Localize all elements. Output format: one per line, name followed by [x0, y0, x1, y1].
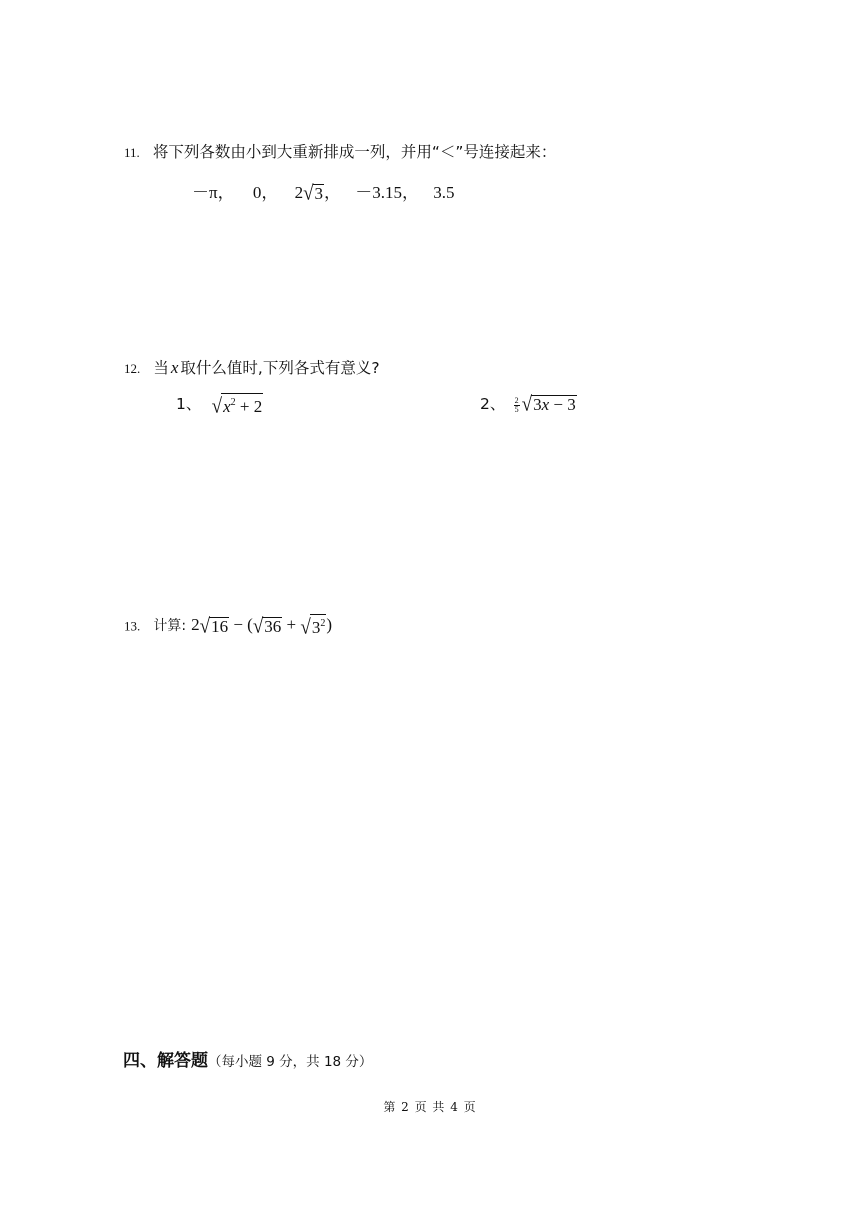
part-label: 2、 — [480, 395, 506, 413]
question-text: 将下列各数由小到大重新排成一列，并用“＜”号连接起来： — [152, 143, 557, 161]
q12-part-1 — [176, 392, 263, 418]
q11-number-list — [192, 178, 455, 205]
question-13 — [124, 614, 332, 639]
question-label: 计算: — [153, 618, 187, 635]
sqrt-symbol: $√x^2 + 2$ — [211, 394, 263, 418]
item-neg-3-15: －3.15， — [355, 183, 420, 202]
item-zero: 0， — [252, 183, 279, 202]
sqrt-symbol: $√3^2$ — [300, 615, 326, 639]
sqrt-symbol: √3 — [303, 181, 324, 206]
item-3-5: 3.5 — [433, 183, 455, 202]
q13-expression: $2√16 - (√36 + √3^2)$ — [191, 614, 332, 639]
question-12 — [124, 356, 380, 378]
section-title: 四、解答题 — [123, 1051, 208, 1071]
part-label: 1、 — [176, 395, 202, 413]
section-4-heading — [123, 1046, 372, 1071]
page-footer: 第 2 页 共 4 页 — [383, 1100, 477, 1114]
question-11 — [124, 140, 556, 162]
question-number: 11. — [124, 145, 140, 160]
section-note: （每小题 9 分，共 18 分） — [208, 1054, 373, 1070]
question-number: 12. — [124, 361, 141, 376]
fraction-two-fifths: $\frac{2}{5}$ — [514, 395, 519, 414]
sqrt-symbol: √3x − 3 — [521, 392, 576, 417]
question-text-pre: 当 — [153, 359, 169, 377]
sqrt-symbol: √36 — [252, 614, 282, 638]
question-number: 13. — [124, 618, 141, 634]
sqrt-symbol: √16 — [199, 614, 229, 638]
item-two-sqrt3: 2√3， — [294, 181, 342, 206]
q12-part-2 — [480, 392, 577, 416]
variable-x: x — [170, 358, 179, 377]
question-text-post: 取什么值时,下列各式有意义? — [180, 359, 380, 377]
item-neg-pi: －π， — [192, 183, 235, 202]
